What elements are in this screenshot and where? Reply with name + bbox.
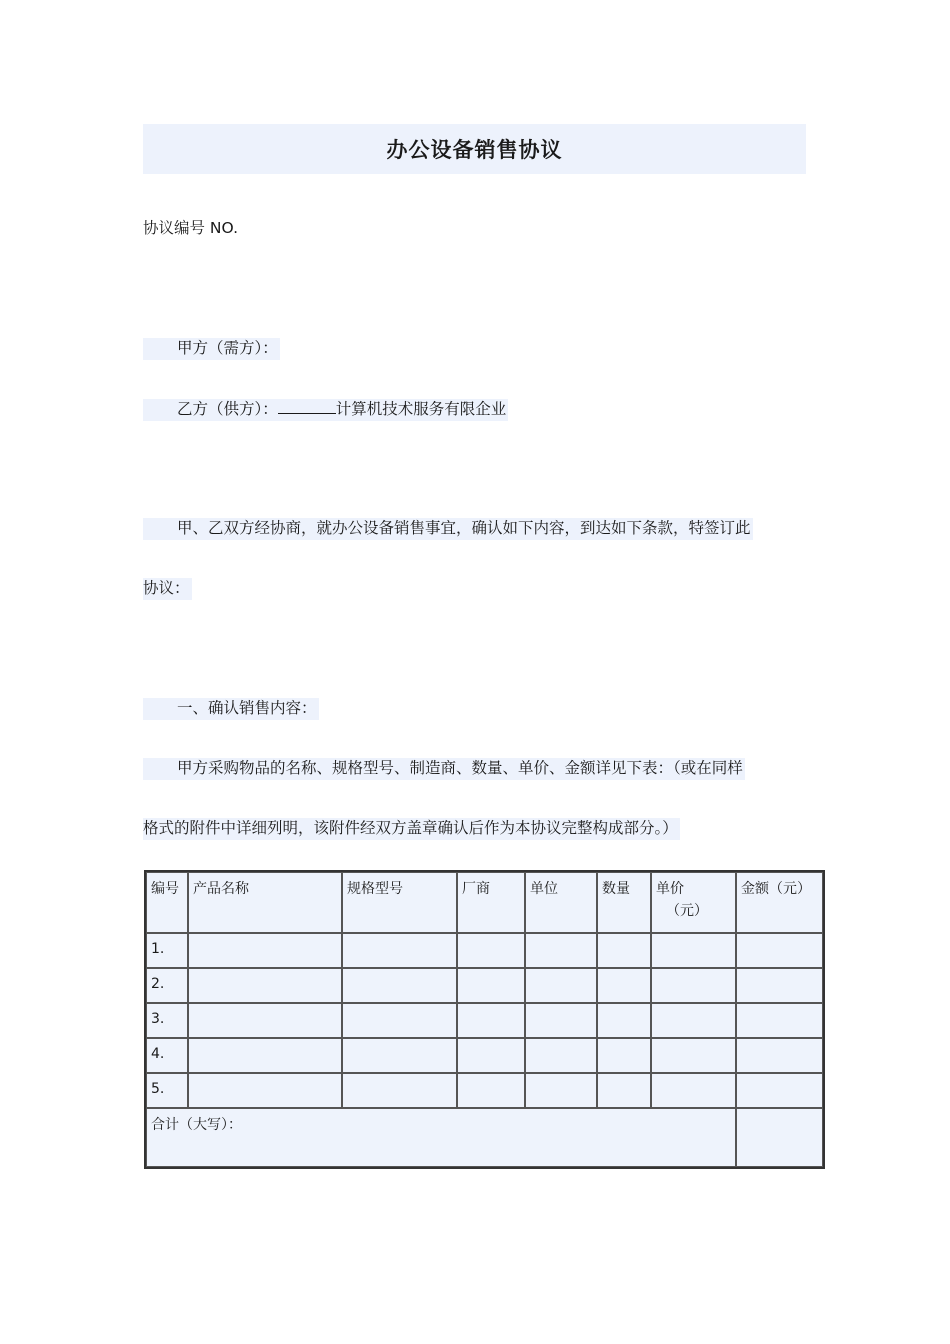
header-price	[651, 872, 736, 933]
party-b-name: 计算机技术服务有限企业	[335, 400, 507, 418]
section-1-text-2: 格式的附件中详细列明，该附件经双方盖章确认后作为本协议完整构成部分。）	[143, 819, 678, 837]
cell-maker[interactable]	[457, 1073, 525, 1108]
header-no: 编号	[146, 872, 188, 933]
intro-text-1: 甲、乙双方经协商，就办公设备销售事宜，确认如下内容，到达如下条款，特签订此	[177, 519, 751, 537]
cell-product[interactable]	[188, 1003, 342, 1038]
party-b-label: 乙方（供方）：	[177, 400, 278, 418]
intro-line-2	[143, 577, 192, 599]
cell-product[interactable]	[188, 933, 342, 968]
cell-unit[interactable]	[525, 1003, 597, 1038]
cell-spec[interactable]	[342, 1003, 457, 1038]
cell-spec[interactable]	[342, 1073, 457, 1108]
header-product: 产品名称	[188, 872, 342, 933]
cell-product[interactable]	[188, 1073, 342, 1108]
header-spec: 规格型号	[342, 872, 457, 933]
party-b-blank	[278, 397, 336, 414]
cell-maker[interactable]	[457, 1003, 525, 1038]
row-number: 2.	[146, 968, 188, 1003]
total-row	[146, 1108, 823, 1167]
party-b-line	[143, 397, 508, 420]
cell-spec[interactable]	[342, 1038, 457, 1073]
row-number: 4.	[146, 1038, 188, 1073]
row-number: 3.	[146, 1003, 188, 1038]
cell-unit[interactable]	[525, 1038, 597, 1073]
party-a-highlight	[143, 338, 280, 360]
cell-qty[interactable]	[597, 933, 651, 968]
section-1-line-2	[143, 817, 680, 839]
cell-unit[interactable]	[525, 968, 597, 1003]
agreement-number-label: 协议编号 NO.	[143, 219, 239, 237]
intro-highlight-1	[143, 518, 753, 540]
section-1-heading-line	[143, 697, 319, 719]
cell-maker[interactable]	[457, 1038, 525, 1073]
section-1-text-highlight-1	[143, 758, 745, 780]
header-price-top: 单价	[656, 881, 684, 897]
cell-amount[interactable]	[736, 933, 823, 968]
section-1-highlight	[143, 698, 319, 720]
cell-spec[interactable]	[342, 968, 457, 1003]
cell-product[interactable]	[188, 1038, 342, 1073]
cell-product[interactable]	[188, 968, 342, 1003]
table-row	[146, 968, 823, 1003]
cell-maker[interactable]	[457, 968, 525, 1003]
intro-text-2: 协议：	[143, 579, 190, 597]
total-amount-cell[interactable]	[736, 1108, 823, 1167]
section-1-line-1	[143, 757, 745, 779]
cell-qty[interactable]	[597, 1073, 651, 1108]
cell-spec[interactable]	[342, 933, 457, 968]
table-row	[146, 1003, 823, 1038]
cell-amount[interactable]	[736, 1038, 823, 1073]
section-1-text-highlight-2	[143, 818, 680, 840]
row-number: 5.	[146, 1073, 188, 1108]
document-title: 办公设备销售协议	[386, 138, 563, 162]
row-number: 1.	[146, 933, 188, 968]
party-a-line	[143, 337, 280, 359]
table-row	[146, 1073, 823, 1108]
goods-table	[144, 870, 825, 1169]
header-price-bottom: （元）	[666, 903, 708, 919]
cell-unit[interactable]	[525, 933, 597, 968]
table-row	[146, 1038, 823, 1073]
header-maker: 厂商	[457, 872, 525, 933]
agreement-number-line	[143, 217, 238, 239]
intro-line-1	[143, 517, 753, 539]
cell-maker[interactable]	[457, 933, 525, 968]
cell-price[interactable]	[651, 1003, 736, 1038]
cell-amount[interactable]	[736, 1073, 823, 1108]
cell-price[interactable]	[651, 968, 736, 1003]
cell-price[interactable]	[651, 1038, 736, 1073]
cell-qty[interactable]	[597, 1003, 651, 1038]
header-amount: 金额（元）	[736, 872, 823, 933]
table-row	[146, 933, 823, 968]
header-unit: 单位	[525, 872, 597, 933]
section-1-heading: 一、确认销售内容：	[177, 699, 317, 717]
section-1-text-1: 甲方采购物品的名称、规格型号、制造商、数量、单价、金额详见下表：（或在同样	[177, 759, 743, 777]
cell-qty[interactable]	[597, 1038, 651, 1073]
cell-price[interactable]	[651, 933, 736, 968]
cell-price[interactable]	[651, 1073, 736, 1108]
intro-highlight-2	[143, 578, 192, 600]
title-banner	[143, 124, 806, 174]
header-qty: 数量	[597, 872, 651, 933]
total-label: 合计（大写）：	[146, 1108, 736, 1167]
party-b-highlight	[143, 399, 508, 421]
goods-table-header-row	[146, 872, 823, 933]
cell-amount[interactable]	[736, 1003, 823, 1038]
cell-amount[interactable]	[736, 968, 823, 1003]
cell-qty[interactable]	[597, 968, 651, 1003]
party-a-label: 甲方（需方）：	[177, 339, 278, 357]
cell-unit[interactable]	[525, 1073, 597, 1108]
